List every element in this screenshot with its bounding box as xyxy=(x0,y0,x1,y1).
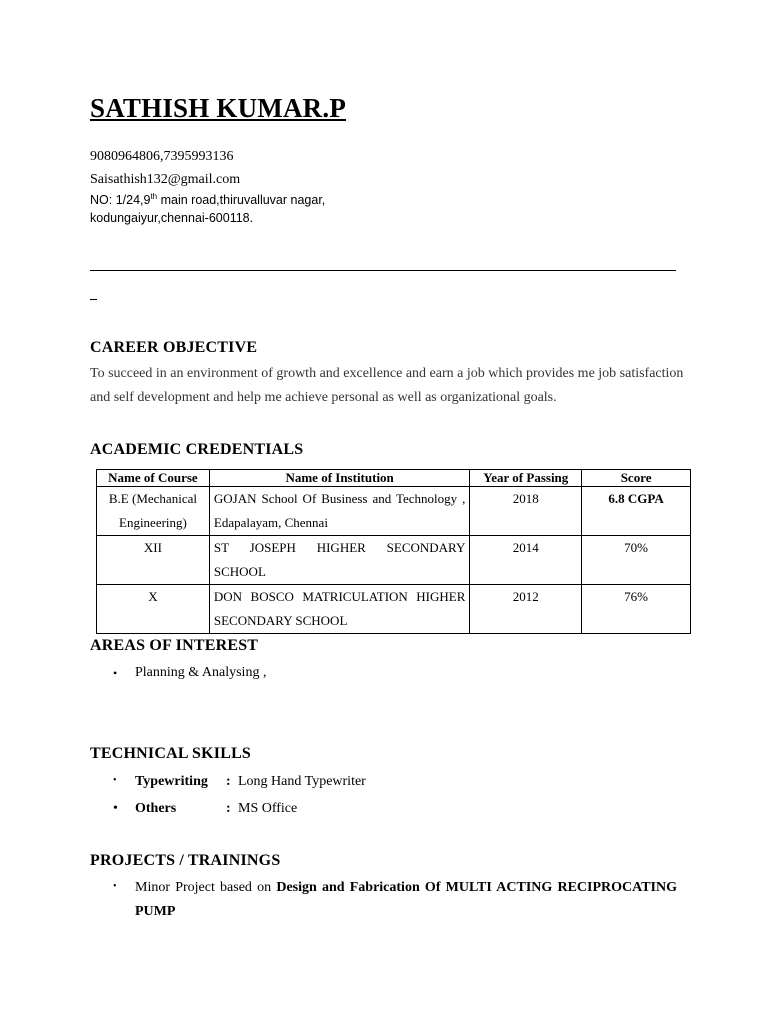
bullet-icon: • xyxy=(113,801,118,816)
bullet-icon: • xyxy=(113,881,117,892)
address-line-1 xyxy=(90,192,325,207)
table-header-row xyxy=(97,470,691,487)
course-cell: X xyxy=(97,585,210,634)
bullet-icon: • xyxy=(113,775,117,786)
score-cell: 70% xyxy=(582,536,691,585)
project-prefix: Minor Project based on xyxy=(135,880,277,895)
project-title: Design and Fabrication Of MULTI ACTING RECIPROCATING PUMP xyxy=(135,880,677,919)
address-ordinal-suffix: th xyxy=(150,192,158,201)
skill-value: MS Office xyxy=(238,801,298,816)
table-row xyxy=(97,487,691,536)
institution-cell: DON BOSCO MATRICULATION HIGHER SECONDARY SCHOOL xyxy=(209,585,470,634)
year-cell: 2014 xyxy=(470,536,582,585)
institution-cell: GOJAN School Of Business and Technology , Edapalayam, Chennai xyxy=(209,487,470,536)
divider-tail xyxy=(90,299,97,300)
table-row xyxy=(97,585,691,634)
institution-cell: ST JOSEPH HIGHER SECONDARY SCHOOL xyxy=(209,536,470,585)
column-header: Name of Institution xyxy=(209,470,470,487)
year-cell: 2018 xyxy=(470,487,582,536)
email-address: Saisathish132@gmail.com xyxy=(90,172,241,187)
skill-value: Long Hand Typewriter xyxy=(238,774,366,789)
column-header: Score xyxy=(582,470,691,487)
year-cell: 2012 xyxy=(470,585,582,634)
column-header: Year of Passing xyxy=(470,470,582,487)
horizontal-divider xyxy=(90,270,676,271)
skill-label: Typewriting xyxy=(135,774,208,789)
table-row xyxy=(97,536,691,585)
technical-skills-heading: TECHNICAL SKILLS xyxy=(90,745,252,762)
bullet-icon: • xyxy=(113,666,118,680)
score-cell: 6.8 CGPA xyxy=(582,487,691,536)
score-cell: 76% xyxy=(582,585,691,634)
course-cell: XII xyxy=(97,536,210,585)
project-item xyxy=(135,876,677,924)
address-line-1-end: main road,thiruvalluvar nagar, xyxy=(157,193,326,208)
academic-credentials-heading: ACADEMIC CREDENTIALS xyxy=(90,441,304,458)
skill-label: Others xyxy=(135,801,177,816)
skill-colon: : xyxy=(226,774,231,789)
projects-heading: PROJECTS / TRAININGS xyxy=(90,852,281,869)
address-line-1-start: NO: 1/24,9 xyxy=(90,193,151,208)
phone-numbers: 9080964806,7395993136 xyxy=(90,149,234,164)
interest-item: Planning & Analysing , xyxy=(135,665,267,680)
career-objective-heading: CAREER OBJECTIVE xyxy=(90,339,258,356)
academic-credentials-table xyxy=(96,469,691,634)
course-cell: B.E (Mechanical Engineering) xyxy=(97,487,210,536)
skill-colon: : xyxy=(226,801,231,816)
career-objective-text: To succeed in an environment of growth and excellence and earn a job which provides me job satisfaction and self development and help me achieve personal as well as organizational goals. xyxy=(90,366,684,405)
areas-of-interest-heading: AREAS OF INTEREST xyxy=(90,637,259,654)
column-header: Name of Course xyxy=(97,470,210,487)
candidate-name: SATHISH KUMAR.P xyxy=(90,93,347,123)
address-line-2: kodungaiyur,chennai-600118. xyxy=(90,211,254,225)
